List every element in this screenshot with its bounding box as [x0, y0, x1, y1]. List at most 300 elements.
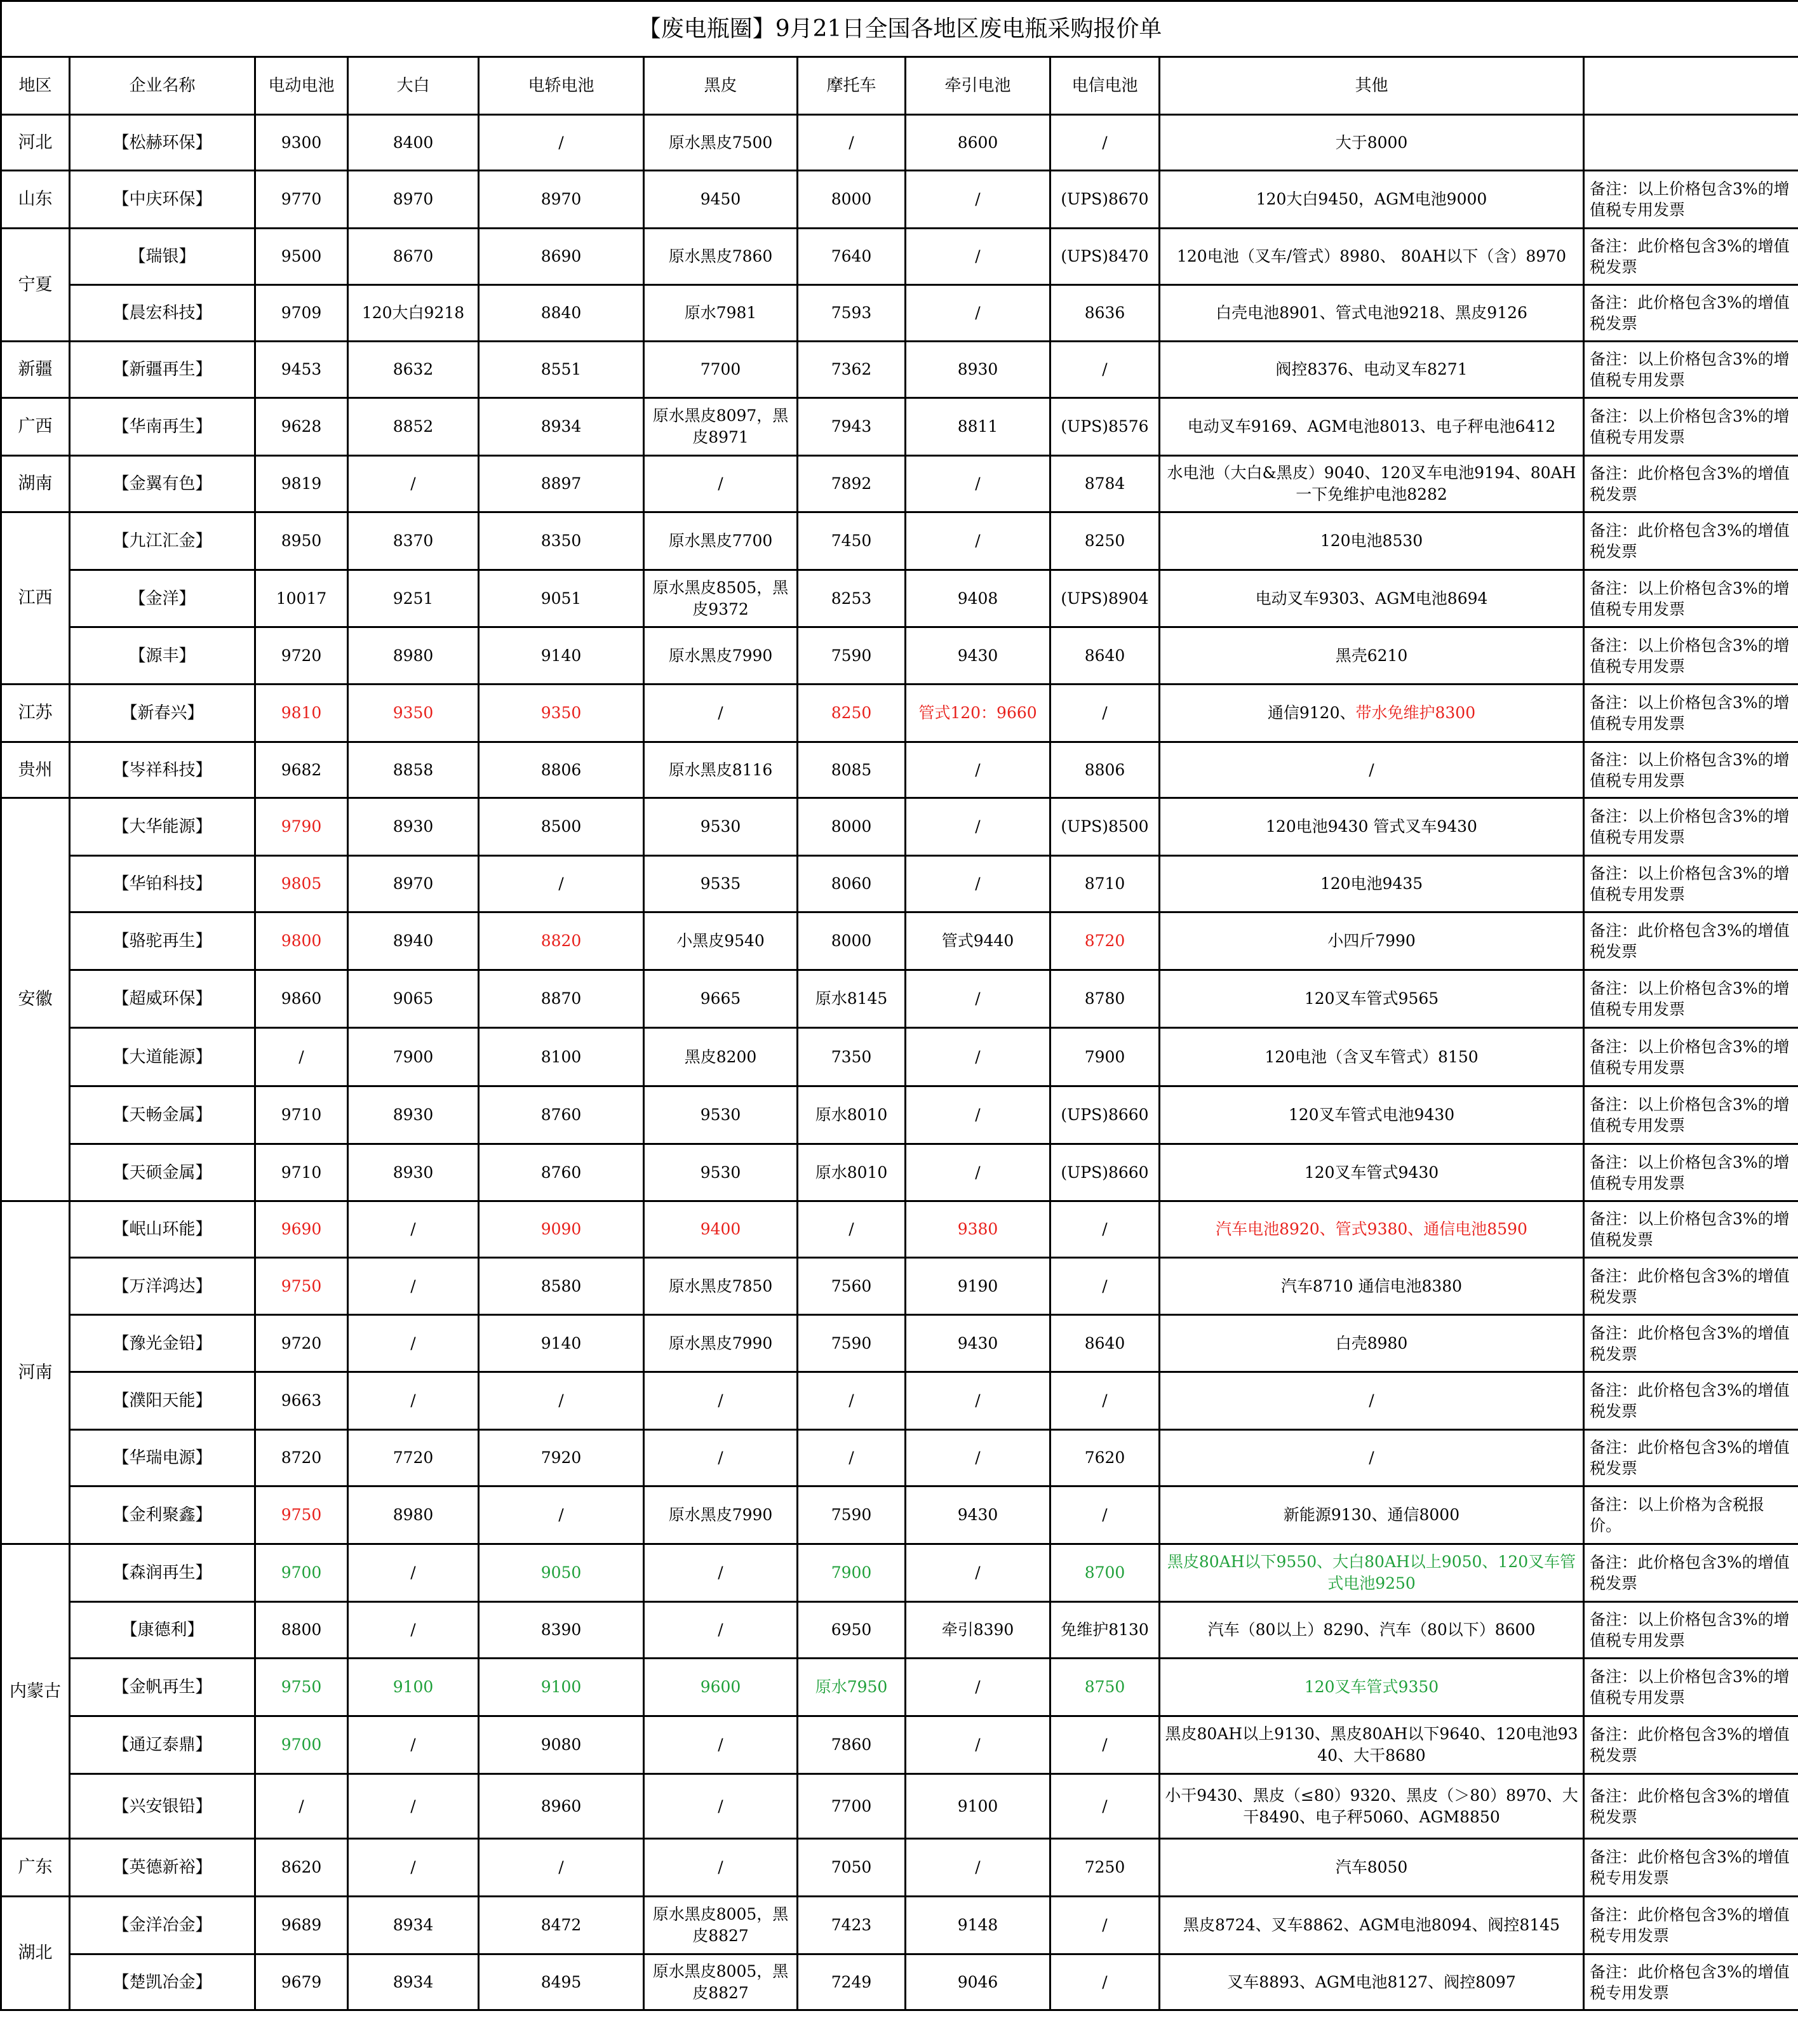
company-name: 【英德新裕】: [70, 1839, 255, 1897]
heipi-price: 9530: [644, 1144, 798, 1201]
heipi-price: 9530: [644, 1086, 798, 1144]
table-row: [1, 171, 1798, 229]
heipi-price: 原水黑皮7990: [644, 1486, 798, 1544]
dabai-price: 8980: [348, 627, 479, 685]
electric-battery-price: 9750: [255, 1486, 348, 1544]
region-name: 江苏: [1, 685, 70, 742]
traction-battery-price: /: [906, 1544, 1050, 1602]
note: 备注：以上价格包含3%的增值税专用发票: [1584, 171, 1798, 229]
region-name: 湖北: [1, 1897, 70, 2010]
traction-battery-price: /: [906, 1716, 1050, 1774]
other-prices: 小四斤7990: [1160, 912, 1584, 970]
header-car-battery: 电轿电池: [479, 57, 644, 115]
other-prices: 新能源9130、通信8000: [1160, 1486, 1584, 1544]
car-battery-price: 8760: [479, 1086, 644, 1144]
car-battery-price: 9050: [479, 1544, 644, 1602]
note: 备注：以上价格包含3%的增值税发票: [1584, 1201, 1798, 1258]
other-prices: 小干9430、黑皮（≤80）9320、黑皮（＞80）8970、大干8490、电子秤5060、AGM8850: [1160, 1774, 1584, 1839]
table-row: [1, 1028, 1798, 1086]
note: 备注：此价格包含3%的增值税发票: [1584, 229, 1798, 285]
car-battery-price: 9080: [479, 1716, 644, 1774]
header-traction-battery: 牵引电池: [906, 57, 1050, 115]
electric-battery-price: 9710: [255, 1144, 348, 1201]
heipi-price: 9600: [644, 1659, 798, 1716]
heipi-price: /: [644, 456, 798, 512]
telecom-battery-price: /: [1050, 1897, 1160, 1954]
heipi-price: /: [644, 1716, 798, 1774]
car-battery-price: 8390: [479, 1602, 644, 1659]
heipi-price: 9535: [644, 856, 798, 912]
dabai-price: /: [348, 1544, 479, 1602]
company-name: 【华瑞电源】: [70, 1430, 255, 1486]
other-prices: 120叉车管式电池9430: [1160, 1086, 1584, 1144]
other-prices: 120叉车管式9350: [1160, 1659, 1584, 1716]
heipi-price: /: [644, 1602, 798, 1659]
heipi-price: 原水黑皮8505，黑皮9372: [644, 570, 798, 627]
traction-battery-price: /: [906, 1086, 1050, 1144]
company-name: 【九江汇金】: [70, 512, 255, 570]
table-row: [1, 1430, 1798, 1486]
table-body: [1, 1, 1798, 2010]
dabai-price: /: [348, 1372, 479, 1430]
table-row: [1, 1544, 1798, 1602]
telecom-battery-price: 8720: [1050, 912, 1160, 970]
region-name: 新疆: [1, 342, 70, 398]
other-prices: 120电池（叉车/管式）8980、 80AH以下（含）8970: [1160, 229, 1584, 285]
traction-battery-price: 9380: [906, 1201, 1050, 1258]
dabai-price: /: [348, 1602, 479, 1659]
telecom-battery-price: 8636: [1050, 285, 1160, 342]
telecom-battery-price: /: [1050, 1774, 1160, 1839]
region-name: 广西: [1, 398, 70, 456]
traction-battery-price: 9100: [906, 1774, 1050, 1839]
dabai-price: /: [348, 456, 479, 512]
heipi-price: /: [644, 1544, 798, 1602]
table-row: [1, 115, 1798, 171]
other-prices: 黑壳6210: [1160, 627, 1584, 685]
other-prices: 汽车8710 通信电池8380: [1160, 1258, 1584, 1315]
telecom-battery-price: /: [1050, 1954, 1160, 2010]
telecom-battery-price: (UPS)8500: [1050, 798, 1160, 856]
motorcycle-price: /: [798, 1430, 906, 1486]
note: 备注：此价格包含3%的增值税发票: [1584, 285, 1798, 342]
table-row: [1, 342, 1798, 398]
traction-battery-price: 9430: [906, 1315, 1050, 1372]
company-name: 【康德利】: [70, 1602, 255, 1659]
car-battery-price: 8495: [479, 1954, 644, 2010]
note: 备注：以上价格包含3%的增值税专用发票: [1584, 1028, 1798, 1086]
region-name: 安徽: [1, 798, 70, 1201]
dabai-price: 120大白9218: [348, 285, 479, 342]
traction-battery-price: 9430: [906, 1486, 1050, 1544]
electric-battery-price: 9300: [255, 115, 348, 171]
other-prices: /: [1160, 742, 1584, 798]
electric-battery-price: 9709: [255, 285, 348, 342]
motorcycle-price: 7450: [798, 512, 906, 570]
table-row: [1, 970, 1798, 1028]
table-row: [1, 1774, 1798, 1839]
note: [1584, 115, 1798, 171]
telecom-battery-price: (UPS)8470: [1050, 229, 1160, 285]
company-name: 【天硕金属】: [70, 1144, 255, 1201]
traction-battery-price: /: [906, 1839, 1050, 1897]
company-name: 【新疆再生】: [70, 342, 255, 398]
title-row: [1, 1, 1798, 57]
telecom-battery-price: 8780: [1050, 970, 1160, 1028]
note: 备注：以上价格包含3%的增值税专用发票: [1584, 342, 1798, 398]
electric-battery-price: 8620: [255, 1839, 348, 1897]
dabai-price: 8930: [348, 1144, 479, 1201]
electric-battery-price: 9628: [255, 398, 348, 456]
note: 备注：此价格包含3%的增值税发票: [1584, 512, 1798, 570]
telecom-battery-price: 8710: [1050, 856, 1160, 912]
car-battery-price: /: [479, 856, 644, 912]
electric-battery-price: 9860: [255, 970, 348, 1028]
car-battery-price: 9100: [479, 1659, 644, 1716]
region-name: 河南: [1, 1201, 70, 1544]
heipi-price: /: [644, 1774, 798, 1839]
table-row: [1, 570, 1798, 627]
electric-battery-price: 8950: [255, 512, 348, 570]
company-name: 【金洋冶金】: [70, 1897, 255, 1954]
other-prices: /: [1160, 1372, 1584, 1430]
motorcycle-price: 8000: [798, 171, 906, 229]
telecom-battery-price: /: [1050, 685, 1160, 742]
company-name: 【超威环保】: [70, 970, 255, 1028]
electric-battery-price: 9750: [255, 1258, 348, 1315]
motorcycle-price: 7249: [798, 1954, 906, 2010]
other-prices: /: [1160, 1430, 1584, 1486]
traction-battery-price: /: [906, 229, 1050, 285]
company-name: 【岷山环能】: [70, 1201, 255, 1258]
dabai-price: 8858: [348, 742, 479, 798]
car-battery-price: 9090: [479, 1201, 644, 1258]
dabai-price: 8934: [348, 1954, 479, 2010]
table-row: [1, 1659, 1798, 1716]
telecom-battery-price: 8784: [1050, 456, 1160, 512]
other-prices: 汽车电池8920、管式9380、通信电池8590: [1160, 1201, 1584, 1258]
other-prices: [1160, 685, 1584, 742]
traction-battery-price: 8930: [906, 342, 1050, 398]
electric-battery-price: 9805: [255, 856, 348, 912]
electric-battery-price: 9682: [255, 742, 348, 798]
company-name: 【瑞银】: [70, 229, 255, 285]
dabai-price: 9251: [348, 570, 479, 627]
table-row: [1, 1839, 1798, 1897]
car-battery-price: 9140: [479, 627, 644, 685]
note: 备注：以上价格为含税报价。: [1584, 1486, 1798, 1544]
company-name: 【岑祥科技】: [70, 742, 255, 798]
table-row: [1, 627, 1798, 685]
dabai-price: 8970: [348, 856, 479, 912]
dabai-price: 8980: [348, 1486, 479, 1544]
note: 备注：以上价格包含3%的增值税专用发票: [1584, 570, 1798, 627]
motorcycle-price: 6950: [798, 1602, 906, 1659]
electric-battery-price: 9663: [255, 1372, 348, 1430]
note: 备注：此价格包含3%的增值税发票: [1584, 912, 1798, 970]
table-row: [1, 798, 1798, 856]
dabai-price: 8930: [348, 1086, 479, 1144]
note: 备注：以上价格包含3%的增值税专用发票: [1584, 398, 1798, 456]
traction-battery-price: 管式9440: [906, 912, 1050, 970]
header-motorcycle: 摩托车: [798, 57, 906, 115]
table-row: [1, 229, 1798, 285]
heipi-price: 9665: [644, 970, 798, 1028]
note: 备注：以上价格包含3%的增值税专用发票: [1584, 1602, 1798, 1659]
note: 备注：以上价格包含3%的增值税专用发票: [1584, 856, 1798, 912]
other-prices: 白壳8980: [1160, 1315, 1584, 1372]
company-name: 【豫光金铅】: [70, 1315, 255, 1372]
note: 备注：以上价格包含3%的增值税专用发票: [1584, 627, 1798, 685]
traction-battery-price: 9408: [906, 570, 1050, 627]
motorcycle-price: 8000: [798, 912, 906, 970]
car-battery-price: /: [479, 115, 644, 171]
note: 备注：此价格包含3%的增值税发票: [1584, 1315, 1798, 1372]
dabai-price: /: [348, 1201, 479, 1258]
other-prices: 白壳电池8901、管式电池9218、黑皮9126: [1160, 285, 1584, 342]
company-name: 【万洋鸿达】: [70, 1258, 255, 1315]
header-electric-battery: 电动电池: [255, 57, 348, 115]
motorcycle-price: 7423: [798, 1897, 906, 1954]
other-prices: 黑皮8724、叉车8862、AGM电池8094、阀控8145: [1160, 1897, 1584, 1954]
electric-battery-price: 9500: [255, 229, 348, 285]
note: 备注：以上价格包含3%的增值税专用发票: [1584, 742, 1798, 798]
electric-battery-price: 9790: [255, 798, 348, 856]
heipi-price: 9530: [644, 798, 798, 856]
other-prices: 120大白9450，AGM电池9000: [1160, 171, 1584, 229]
motorcycle-price: 8085: [798, 742, 906, 798]
header-other: 其他: [1160, 57, 1584, 115]
traction-battery-price: 管式120：9660: [906, 685, 1050, 742]
table-row: [1, 1201, 1798, 1258]
note: 备注：以上价格包含3%的增值税专用发票: [1584, 1659, 1798, 1716]
heipi-price: 原水黑皮7860: [644, 229, 798, 285]
heipi-price: 原水黑皮7990: [644, 1315, 798, 1372]
heipi-price: 原水黑皮7500: [644, 115, 798, 171]
heipi-price: 原水黑皮8097，黑皮8971: [644, 398, 798, 456]
region-name: 贵州: [1, 742, 70, 798]
telecom-battery-price: 8700: [1050, 1544, 1160, 1602]
motorcycle-price: 原水7950: [798, 1659, 906, 1716]
motorcycle-price: 8253: [798, 570, 906, 627]
region-name: 山东: [1, 171, 70, 229]
traction-battery-price: 牵引8390: [906, 1602, 1050, 1659]
company-name: 【大华能源】: [70, 798, 255, 856]
dabai-price: 9100: [348, 1659, 479, 1716]
car-battery-price: /: [479, 1486, 644, 1544]
electric-battery-price: 9700: [255, 1716, 348, 1774]
electric-battery-price: 9679: [255, 1954, 348, 2010]
dabai-price: 8852: [348, 398, 479, 456]
telecom-battery-price: /: [1050, 342, 1160, 398]
electric-battery-price: 9750: [255, 1659, 348, 1716]
telecom-battery-price: /: [1050, 1258, 1160, 1315]
telecom-battery-price: (UPS)8660: [1050, 1144, 1160, 1201]
heipi-price: 黑皮8200: [644, 1028, 798, 1086]
electric-battery-price: 10017: [255, 570, 348, 627]
company-name: 【森润再生】: [70, 1544, 255, 1602]
car-battery-price: 8100: [479, 1028, 644, 1086]
note: 备注：此价格包含3%的增值税发票: [1584, 456, 1798, 512]
car-battery-price: 8840: [479, 285, 644, 342]
telecom-battery-price: /: [1050, 1486, 1160, 1544]
motorcycle-price: 7640: [798, 229, 906, 285]
dabai-price: /: [348, 1315, 479, 1372]
table-row: [1, 685, 1798, 742]
dabai-price: 8370: [348, 512, 479, 570]
telecom-battery-price: (UPS)8904: [1050, 570, 1160, 627]
motorcycle-price: /: [798, 115, 906, 171]
dabai-price: /: [348, 1258, 479, 1315]
table-row: [1, 1086, 1798, 1144]
company-name: 【天畅金属】: [70, 1086, 255, 1144]
dabai-price: 8400: [348, 115, 479, 171]
region-name: 内蒙古: [1, 1544, 70, 1839]
company-name: 【大道能源】: [70, 1028, 255, 1086]
note: 备注：此价格包含3%的增值税发票: [1584, 1258, 1798, 1315]
header-note: [1584, 57, 1798, 115]
traction-battery-price: /: [906, 742, 1050, 798]
car-battery-price: 8690: [479, 229, 644, 285]
note: 备注：此价格包含3%的增值税发票: [1584, 1372, 1798, 1430]
company-name: 【骆驼再生】: [70, 912, 255, 970]
heipi-price: 原水7981: [644, 285, 798, 342]
table-row: [1, 1144, 1798, 1201]
table-row: [1, 1315, 1798, 1372]
heipi-price: 原水黑皮7700: [644, 512, 798, 570]
telecom-battery-price: /: [1050, 1716, 1160, 1774]
dabai-price: 8934: [348, 1897, 479, 1954]
dabai-price: 9350: [348, 685, 479, 742]
dabai-price: /: [348, 1716, 479, 1774]
telecom-battery-price: 7900: [1050, 1028, 1160, 1086]
other-prices: 汽车（80以上）8290、汽车（80以下）8600: [1160, 1602, 1584, 1659]
note: 备注：此价格包含3%的增值税专用发票: [1584, 1839, 1798, 1897]
traction-battery-price: 8600: [906, 115, 1050, 171]
company-name: 【金洋】: [70, 570, 255, 627]
heipi-price: /: [644, 1839, 798, 1897]
electric-battery-price: 9720: [255, 1315, 348, 1372]
motorcycle-price: 7590: [798, 627, 906, 685]
heipi-price: 小黑皮9540: [644, 912, 798, 970]
note: 备注：以上价格包含3%的增值税专用发票: [1584, 798, 1798, 856]
header-heipi: 黑皮: [644, 57, 798, 115]
motorcycle-price: 8000: [798, 798, 906, 856]
note: 备注：此价格包含3%的增值税发票: [1584, 1716, 1798, 1774]
table-row: [1, 1897, 1798, 1954]
traction-battery-price: /: [906, 1659, 1050, 1716]
motorcycle-price: 7700: [798, 1774, 906, 1839]
motorcycle-price: 8060: [798, 856, 906, 912]
other-prices: 阀控8376、电动叉车8271: [1160, 342, 1584, 398]
telecom-battery-price: (UPS)8660: [1050, 1086, 1160, 1144]
heipi-price: /: [644, 1430, 798, 1486]
dabai-price: 8632: [348, 342, 479, 398]
traction-battery-price: /: [906, 1430, 1050, 1486]
company-name: 【兴安银铅】: [70, 1774, 255, 1839]
other-prices: 120电池9435: [1160, 856, 1584, 912]
electric-battery-price: 9689: [255, 1897, 348, 1954]
telecom-battery-price: 8750: [1050, 1659, 1160, 1716]
other-prices: 120电池9430 管式叉车9430: [1160, 798, 1584, 856]
traction-battery-price: 9430: [906, 627, 1050, 685]
dabai-price: 7900: [348, 1028, 479, 1086]
other-prices: 120电池（含叉车管式）8150: [1160, 1028, 1584, 1086]
region-name: 江西: [1, 512, 70, 685]
motorcycle-price: 7900: [798, 1544, 906, 1602]
heipi-price: 7700: [644, 342, 798, 398]
motorcycle-price: 原水8145: [798, 970, 906, 1028]
other-prices-text: 通信9120、: [1267, 704, 1356, 722]
car-battery-price: 8970: [479, 171, 644, 229]
header-company: 企业名称: [70, 57, 255, 115]
table-row: [1, 1716, 1798, 1774]
table-row: [1, 742, 1798, 798]
other-prices: 黑皮80AH以下9550、大白80AH以上9050、120叉车管式电池9250: [1160, 1544, 1584, 1602]
note: 备注：此价格包含3%的增值税专用发票: [1584, 1897, 1798, 1954]
company-name: 【楚凯冶金】: [70, 1954, 255, 2010]
dabai-price: 8930: [348, 798, 479, 856]
company-name: 【源丰】: [70, 627, 255, 685]
motorcycle-price: 7560: [798, 1258, 906, 1315]
company-name: 【晨宏科技】: [70, 285, 255, 342]
traction-battery-price: 9046: [906, 1954, 1050, 2010]
header-dabai: 大白: [348, 57, 479, 115]
electric-battery-price: 8800: [255, 1602, 348, 1659]
table-row: [1, 1486, 1798, 1544]
motorcycle-price: 8250: [798, 685, 906, 742]
telecom-battery-price: 8640: [1050, 1315, 1160, 1372]
dabai-price: 9065: [348, 970, 479, 1028]
heipi-price: 9450: [644, 171, 798, 229]
traction-battery-price: /: [906, 970, 1050, 1028]
car-battery-price: 9051: [479, 570, 644, 627]
motorcycle-price: 7860: [798, 1716, 906, 1774]
other-prices-highlight: 带水免维护8300: [1355, 704, 1476, 722]
note: 备注：此价格包含3%的增值税专用发票: [1584, 1954, 1798, 2010]
telecom-battery-price: 8250: [1050, 512, 1160, 570]
traction-battery-price: /: [906, 1028, 1050, 1086]
car-battery-price: 8580: [479, 1258, 644, 1315]
dabai-price: 8670: [348, 229, 479, 285]
motorcycle-price: 7892: [798, 456, 906, 512]
electric-battery-price: 9700: [255, 1544, 348, 1602]
company-name: 【金帆再生】: [70, 1659, 255, 1716]
table-row: [1, 1372, 1798, 1430]
table-row: [1, 1602, 1798, 1659]
electric-battery-price: 9453: [255, 342, 348, 398]
motorcycle-price: 原水8010: [798, 1086, 906, 1144]
traction-battery-price: 8811: [906, 398, 1050, 456]
car-battery-price: 8820: [479, 912, 644, 970]
heipi-price: 原水黑皮7850: [644, 1258, 798, 1315]
note: 备注：以上价格包含3%的增值税专用发票: [1584, 1144, 1798, 1201]
heipi-price: 原水黑皮7990: [644, 627, 798, 685]
telecom-battery-price: /: [1050, 1201, 1160, 1258]
motorcycle-price: 7943: [798, 398, 906, 456]
table-row: [1, 398, 1798, 456]
dabai-price: 7720: [348, 1430, 479, 1486]
company-name: 【濮阳天能】: [70, 1372, 255, 1430]
car-battery-price: 8760: [479, 1144, 644, 1201]
telecom-battery-price: 7620: [1050, 1430, 1160, 1486]
other-prices: 120叉车管式9430: [1160, 1144, 1584, 1201]
car-battery-price: 8551: [479, 342, 644, 398]
traction-battery-price: /: [906, 171, 1050, 229]
car-battery-price: 7920: [479, 1430, 644, 1486]
electric-battery-price: 8720: [255, 1430, 348, 1486]
heipi-price: 原水黑皮8116: [644, 742, 798, 798]
